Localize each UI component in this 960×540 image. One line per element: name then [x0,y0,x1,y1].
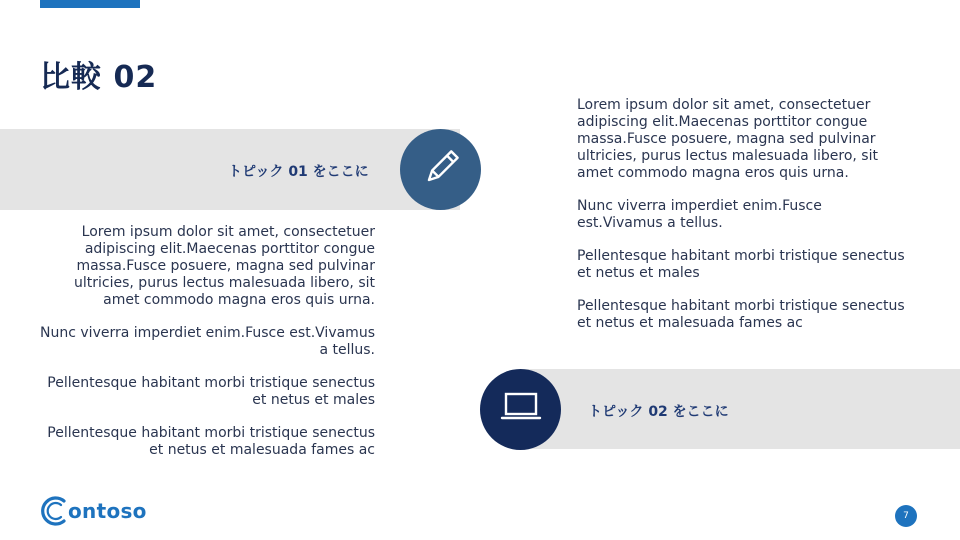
topic-02-icon-circle [480,369,561,450]
topic-02-body [577,97,907,348]
topic-01-paragraph: Nunc viverra imperdiet enim.Fusce est.Vivamus a tellus. [40,325,375,358]
topic-01-paragraph: Pellentesque habitant morbi tristique senectus et netus et malesuada fames ac [47,425,375,458]
page-number-badge: 7 [895,505,917,527]
topic-01-paragraph: Pellentesque habitant morbi tristique senectus et netus et males [47,375,375,408]
logo-wordmark: ontoso [68,499,147,523]
laptop-icon [499,391,543,429]
contoso-logo-mark [40,494,70,528]
topic-02-paragraph: Pellentesque habitant morbi tristique senectus et netus et males [577,248,905,281]
topic-02-paragraph: Pellentesque habitant morbi tristique senectus et netus et malesuada fames ac [577,298,905,331]
topic-01-body [40,224,375,475]
topic-02-band [520,369,960,449]
contoso-logo [40,494,147,528]
pencil-icon [419,146,463,194]
topic-01-icon-circle [400,129,481,210]
topic-02-paragraph: Lorem ipsum dolor sit amet, consectetuer adipiscing elit.Maecenas porttitor congue massa.Fusce posuere, magna sed pulvinar ultricies, purus lectus malesuada libero, sit amet commodo magna eros quis urna. [577,97,878,181]
topic-02-heading: トピック 02 をここに [588,404,729,420]
topic-01-heading: トピック 01 をここに [228,164,369,180]
topic-02-paragraph: Nunc viverra imperdiet enim.Fusce est.Vivamus a tellus. [577,198,822,231]
topic-01-paragraph: Lorem ipsum dolor sit amet, consectetuer adipiscing elit.Maecenas porttitor congue massa.Fusce posuere, magna sed pulvinar ultricies, purus lectus malesuada libero, sit amet commodo magna eros quis urna. [74,224,375,308]
slide-title: 比較 02 [40,60,158,95]
top-accent-bar [40,0,140,8]
